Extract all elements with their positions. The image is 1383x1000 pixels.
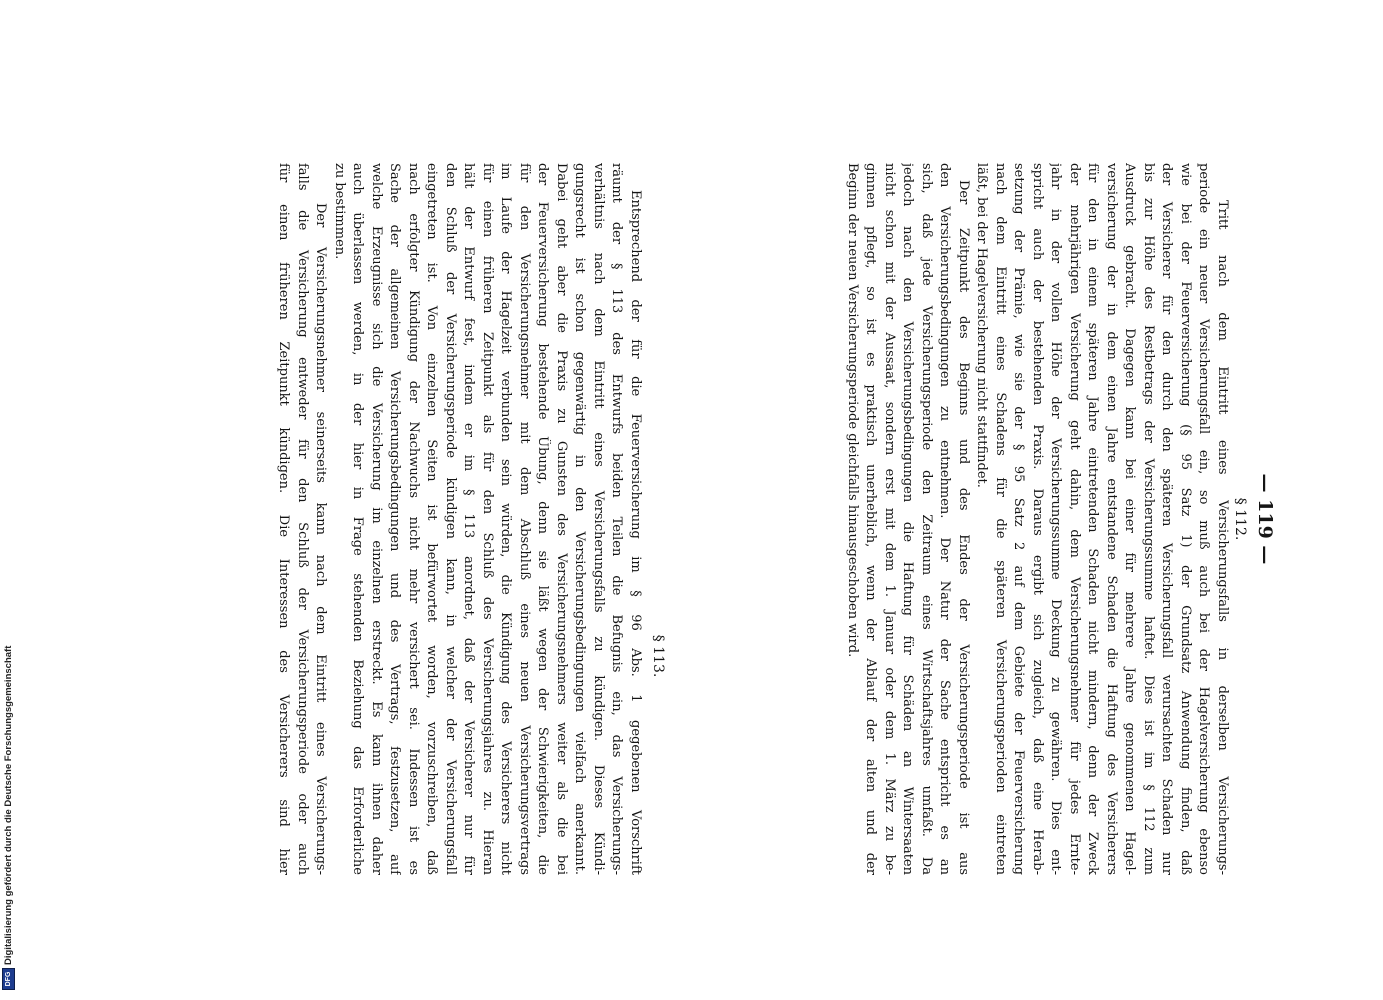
text-line: sich, daß jede Versicherungsperiode den Zeitraum eines Wirtschaftsjahres umfaßt. Da	[919, 163, 934, 875]
section-heading-113: § 113.	[650, 634, 666, 678]
section-heading-112: § 112.	[1232, 497, 1248, 541]
text-line: jahr in der vollen Höhe der Versicherungssumme Deckung zu gewähren. Dies ent-	[1048, 163, 1064, 875]
text-line: läßt, bei der Hagelversicherung nicht stattfindet.	[974, 163, 990, 488]
text-line: Entsprechend der für die Feuerversicherung im § 96 Abs. 1 gegebenen Vorschrift	[628, 190, 643, 875]
text-line: Sache der allgemeinen Versicherungsbedingungen und des Vertrags, festzusetzen, auf	[387, 163, 403, 875]
text-line: für den in einem späteren Jahre eintretenden Schaden nicht mindern, denn der Zweck	[1085, 163, 1101, 875]
text-line: falls die Versicherung entweder für den Schluß der Versicherungsperiode oder auch	[295, 163, 310, 875]
text-line: auch überlassen werden, in der hier in Frage stehenden Beziehung das Erforderliche	[350, 163, 366, 875]
digitization-credit: Digitalisierung gefördert durch die Deutsche Forschungsgemeinschaft	[3, 645, 14, 965]
text-line: jedoch nach den Versicherungsbedingungen die Haftung für Schäden an Wintersaaten	[900, 163, 916, 875]
page-number: — 119 —	[1254, 473, 1276, 565]
text-line: ginnen pflegt, so ist es praktisch unerheblich, wenn der Ablauf der alten und der	[863, 163, 879, 875]
text-line: zu bestimmen.	[332, 163, 347, 260]
text-line: hält der Entwurf fest, indem er im § 113 anordnet, daß der Versicherer nur für	[461, 163, 477, 875]
text-line: setzung der Prämie, wie sie der § 95 Satz 2 auf dem Gebiete der Feuerversicherung	[1011, 163, 1027, 875]
text-line: den Schluß der Versicherungsperiode kündigen kann, in welcher der Versicherungsfall	[443, 163, 458, 875]
text-line: Beginn der neuen Versicherungsperiode gleichfalls hinausgeschoben wird.	[845, 163, 860, 658]
rotated-text-frame	[270, 163, 1290, 875]
text-line: wie bei der Feuerversicherung (§ 95 Satz 1) der Grundsatz Anwendung finden, daß	[1178, 163, 1193, 875]
text-line: Der Versicherungsnehmer seinerseits kann nach dem Eintritt eines Versicherungs-	[313, 203, 329, 875]
text-line: nach dem Eintritt eines Schadens für die späteren Versicherungsperioden eintreten	[993, 163, 1008, 875]
text-line: nach erfolgter Kündigung der Nachwuchs nicht mehr versichert sei. Indessen ist es	[406, 163, 421, 875]
text-line: versicherung der in dem einen Jahre entstandene Schaden die Haftung des Versicherers	[1104, 163, 1119, 875]
text-line: verhältnis nach dem Eintritt eines Versicherungsfalls zu kündigen. Dieses Kündi-	[591, 163, 606, 875]
text-line: räumt der § 113 des Entwurfs beiden Teilen die Befugnis ein, das Versicherungs-	[609, 163, 625, 875]
text-line: Dabei geht aber die Praxis zu Gunsten des Versicherungsnehmers weiter als die bei	[554, 163, 569, 875]
text-line: bis zur Höhe des Restbetrags der Versicherungssumme haftet. Dies ist im § 112 zum	[1141, 163, 1156, 875]
dfg-logo-text: DFG	[5, 971, 12, 987]
text-line: im Laufe der Hagelzeit verbunden sein würden, die Kündigung des Versicherers nicht	[498, 163, 514, 875]
text-line: gungsrecht ist schon gegenwärtig in den Versicherungsbedingungen vielfach anerkannt.	[572, 163, 588, 875]
text-line: eingetreten ist. Von einzelnen Seiten ist befürwortet worden, vorzuschreiben, daß	[424, 163, 440, 875]
text-line: Der Zeitpunkt des Beginns und des Endes der Versicherungsperiode ist aus	[956, 180, 971, 875]
text-line: für einen früheren Zeitpunkt als für den Schluß des Versicherungsjahres zu. Hieran	[480, 163, 495, 875]
text-line: den Versicherungsbedingungen zu entnehmen. Der Natur der Sache entspricht es an	[937, 163, 953, 875]
text-line: nicht schon mit der Aussaat, sondern erst mit dem 1. Januar oder dem 1. März zu be-	[882, 163, 897, 875]
text-line: für einen früheren Zeitpunkt kündigen. Die Interessen des Versicherers sind hier	[276, 163, 292, 875]
text-line: der mehrjährigen Versicherung geht dahin, dem Versicherungsnehmer für jedes Ernte-	[1067, 163, 1082, 875]
text-line: periode ein neuer Versicherungsfall ein, so muß auch bei der Hagelversicherung ebenso	[1196, 163, 1212, 875]
text-line: der Versicherer für den durch den späteren Versicherungsfall verursachten Schaden nur	[1159, 163, 1175, 875]
text-line: Tritt nach dem Eintritt eines Versicherungsfalls in derselben Versicherungs-	[1215, 200, 1230, 875]
section-body-113	[274, 163, 644, 875]
text-line: Ausdruck gebracht. Dagegen kann bei einer für mehrere Jahre genommenen Hagel-	[1122, 163, 1138, 875]
section-body-112	[843, 163, 1232, 875]
text-line: der Feuerversicherung bestehende Übung, denn sie läßt wegen der Schwierigkeiten, die	[535, 163, 551, 875]
dfg-logo	[2, 968, 15, 990]
text-line: welche Erzeugnisse sich die Versicherung im einzelnen erstreckt. Es kann ihnen daher	[369, 163, 384, 875]
text-line: für den Versicherungsnehmer mit dem Abschluß eines neuen Versicherungsvertrags	[517, 163, 532, 875]
text-line: spricht auch der bestehenden Praxis. Daraus ergibt sich zugleich, daß eine Herab-	[1030, 163, 1045, 875]
